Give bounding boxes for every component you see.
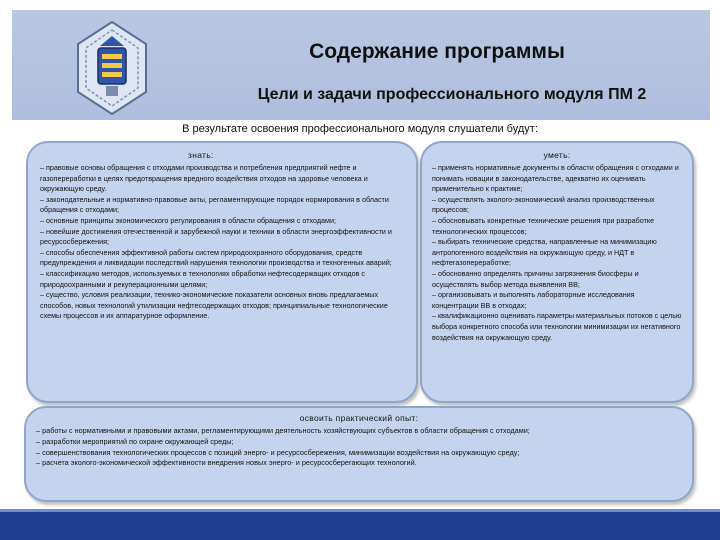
footer-bar	[0, 512, 720, 540]
can-heading: уметь:	[543, 150, 571, 160]
university-emblem-icon	[72, 18, 152, 118]
page-subtitle: Цели и задачи профессионального модуля ПМ 2	[257, 86, 647, 103]
can-panel	[420, 141, 694, 403]
intro-text: В результате освоения профессионального модуля слушатели будут:	[182, 123, 538, 135]
can-text: – применять нормативные документы в области обращения с отходами и понимать новации в законодательстве, адекватно их оценивать применительно к практике; – осуществлять эколого-экономический анализ производственных процессов; – обосновывать конкретные технические решения при разработке технологических процессов; – выбирать технические средства, направленные на минимизацию антропогенного воздействия на окружающую среду, и НДТ в нефтегазопереработке; – обоснованно определять причины загрязнения биосферы и осуществлять выбор метода выявления ВВ; – организовывать и выполнять лабораторные исследования концентрации ВВ в отходах; – квалификационно оценивать параметры материальных потоков с целью выбора конкретного способа или технологии минимизации их негативного воздействия на окружающую среду.	[432, 163, 682, 342]
experience-text: – работы с нормативными и правовыми актами, регламентирующими деятельность хозяйствующих субъектов в области обращения с отходами; – разработки мероприятий по охране окружающей среды; – совершенствования технологических процессов с позиций энерго- и ресурсосбережения, минимизации воздействия на окружающую среду; – расчета эколого-экономической эффективности внедрения новых энерго- и ресурсосберегающих технологий.	[36, 426, 530, 468]
experience-panel	[24, 406, 694, 502]
experience-heading: освоить практический опыт:	[299, 413, 419, 423]
know-heading: знать:	[188, 150, 214, 160]
header-banner	[12, 10, 710, 120]
know-text: – правовые основы обращения с отходами производства и потребления предприятий нефте и газопереработки в целях предотвращения вредного воздействия отходов на здоровье человека и окружающую среду. – законодательные и нормативно-правовые акты, регламентирующие порядок нормирования в области обращения с отходами; – основные принципы экономического регулирования в области обращения с отходами; – новейшие достижения отечественной и зарубежной науки и техники в области энергоэффективности и ресурсосбережения; – способы обеспечения эффективной работы систем природоохранного оборудования, средств предупреждения и ликвидации последствий нарушения технологии производства и техногенных аварий; – классификацию методов, используемых в технологиях обработки нефтесодержащих отходов с природоохранными и рекуперационными целями; – существо, условия реализации, технико-экономические показатели основных вновь предлагаемых способов, новых технологий утилизации нефтесодержащих отходов; принципиальные технологические схемы процессов и их аппаратурное оформление.	[40, 163, 392, 321]
know-panel	[26, 141, 418, 403]
page-title: Содержание программы	[309, 40, 565, 63]
